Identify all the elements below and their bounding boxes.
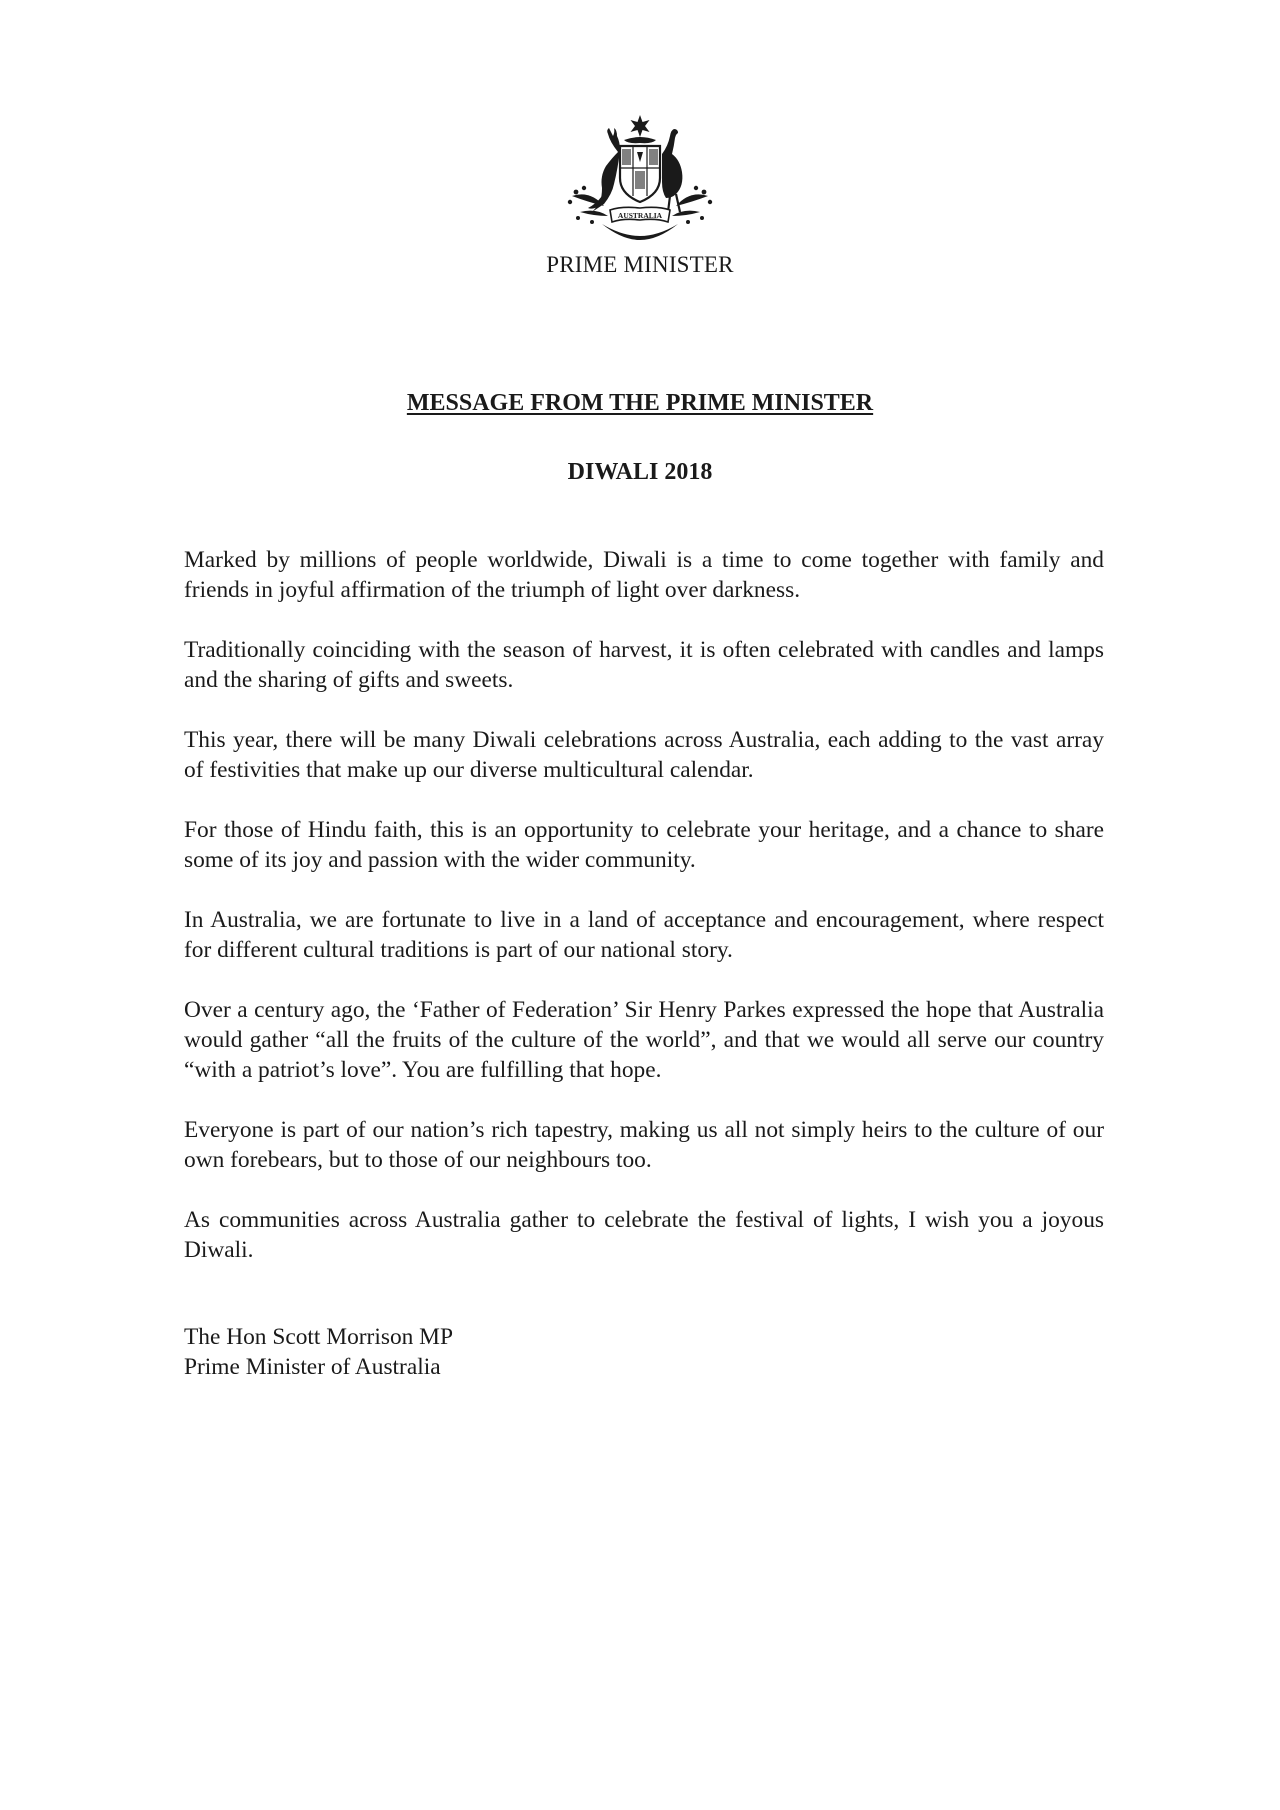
australia-scroll	[610, 207, 670, 222]
svg-text:AUSTRALIA: AUSTRALIA	[617, 211, 663, 220]
paragraph: For those of Hindu faith, this is an opportunity to celebrate your heritage, and a chance to share some of its joy and passion with the wider community.	[184, 817, 1104, 873]
signature-block	[184, 1322, 784, 1382]
signatory-name: The Hon Scott Morrison MP	[184, 1324, 453, 1350]
commonwealth-star-icon	[631, 115, 650, 137]
paragraph: Marked by millions of people worldwide, Diwali is a time to come together with family and friends in joyful affirmation of the triumph of light over darkness.	[184, 547, 1104, 603]
paragraph: In Australia, we are fortunate to live in a land of acceptance and encouragement, where respect for different cultural traditions is part of our national story.	[184, 907, 1104, 963]
paragraph: Traditionally coinciding with the season of harvest, it is often celebrated with candles and lamps and the sharing of gifts and sweets.	[184, 637, 1104, 693]
document-title: MESSAGE FROM THE PRIME MINISTER	[406, 390, 874, 416]
paragraph: As communities across Australia gather to celebrate the festival of lights, I wish you a joyous Diwali.	[184, 1207, 1104, 1263]
coat-of-arms-crest	[562, 112, 718, 244]
shield-icon	[620, 146, 660, 202]
emu-icon	[662, 129, 682, 212]
document-subtitle: DIWALI 2018	[567, 459, 713, 485]
paragraph: Over a century ago, the ‘Father of Federation’ Sir Henry Parkes expressed the hope that Australia would gather “all the fruits of the culture of the world”, and that we would all serve our country “with a patriot’s love”. You are fulfilling that hope.	[184, 997, 1104, 1083]
paragraph: This year, there will be many Diwali celebrations across Australia, each adding to the vast array of festivities that make up our diverse multicultural calendar.	[184, 727, 1104, 783]
office-heading: PRIME MINISTER	[546, 252, 734, 277]
paragraph: Everyone is part of our nation’s rich tapestry, making us all not simply heirs to the culture of our own forebears, but to those of our neighbours too.	[184, 1117, 1104, 1173]
message-body	[184, 545, 1104, 1295]
signatory-position: Prime Minister of Australia	[184, 1354, 441, 1380]
